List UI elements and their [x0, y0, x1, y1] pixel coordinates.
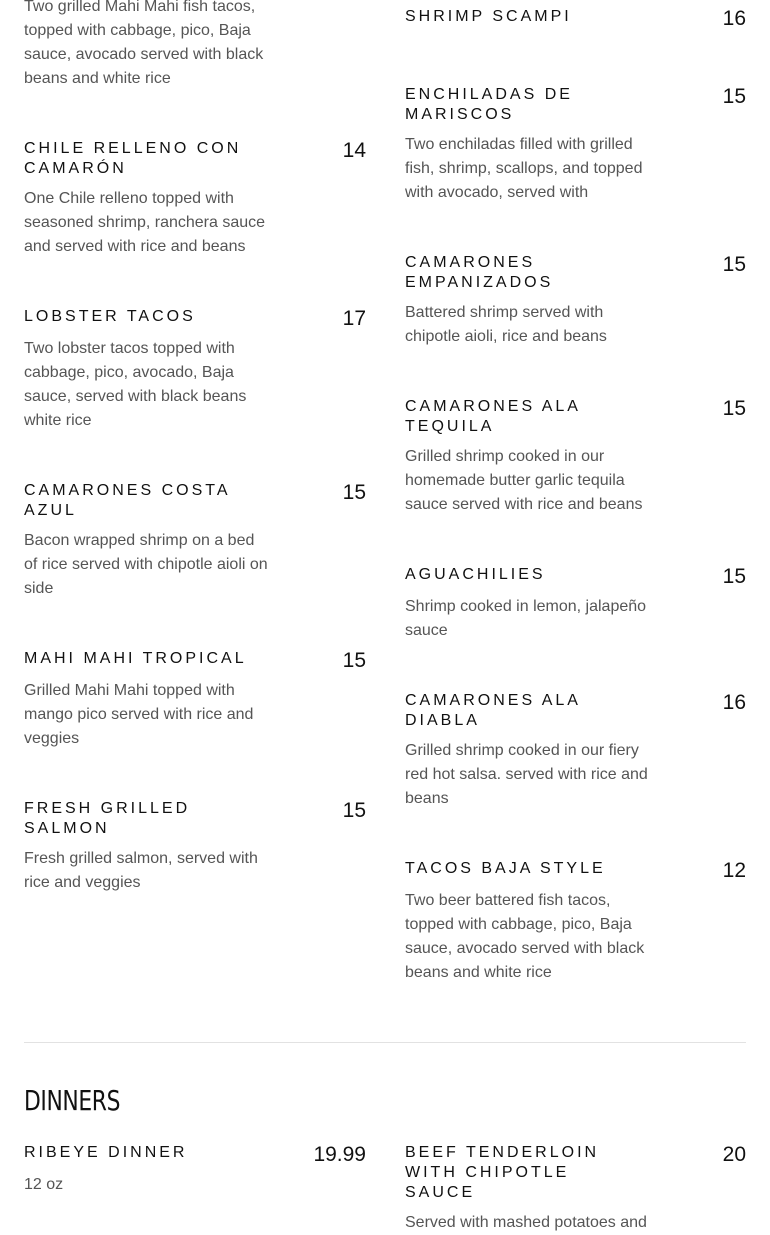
- item-price: 20: [722, 1143, 746, 1166]
- item-description: Grilled Mahi Mahi topped with mango pico served with rice and veggies: [24, 682, 254, 747]
- item-price: 12: [722, 859, 746, 882]
- item-price: 16: [722, 691, 746, 714]
- item-price: 15: [342, 481, 366, 504]
- item-name: ENCHILADAS DE MARISCOS: [405, 86, 573, 123]
- item-price: 15: [342, 649, 366, 672]
- item-price: 14: [342, 139, 366, 162]
- item-name: CAMARONES COSTA AZUL: [24, 482, 230, 519]
- section-divider: [24, 1042, 746, 1043]
- item-description: Fresh grilled salmon, served with rice and veggies: [24, 850, 258, 891]
- item-price: 16: [722, 7, 746, 30]
- item-price: 15: [722, 253, 746, 276]
- item-name: SHRIMP SCAMPI: [405, 8, 572, 25]
- item-price: 15: [722, 397, 746, 420]
- item-price: 15: [722, 85, 746, 108]
- item-price: 19.99: [313, 1143, 366, 1166]
- item-description: Two grilled Mahi Mahi fish tacos, topped with cabbage, pico, Baja sauce, avocado served with black beans and white rice: [24, 0, 264, 87]
- item-name: MAHI MAHI TROPICAL: [24, 650, 247, 667]
- section-title-dinners: DINNERS: [24, 1084, 121, 1117]
- item-name: CAMARONES EMPANIZADOS: [405, 254, 554, 291]
- item-name: AGUACHILIES: [405, 566, 546, 583]
- item-description: Two lobster tacos topped with cabbage, pico, avocado, Baja sauce, served with black beans white rice: [24, 340, 247, 429]
- item-description: Two enchiladas filled with grilled fish, shrimp, scallops, and topped with avocado, served with: [405, 136, 643, 201]
- item-price: 17: [342, 307, 366, 330]
- item-name: BEEF TENDERLOIN WITH CHIPOTLE SAUCE: [405, 1144, 600, 1201]
- item-name: CHILE RELLENO CON CAMARÓN: [24, 140, 242, 177]
- item-name: CAMARONES ALA DIABLA: [405, 692, 581, 729]
- item-description: 12 oz: [24, 1176, 64, 1193]
- item-description: Grilled shrimp cooked in our homemade butter garlic tequila sauce served with rice and beans: [405, 448, 643, 513]
- item-description: Grilled shrimp cooked in our fiery red hot salsa. served with rice and beans: [405, 742, 648, 807]
- item-description: One Chile relleno topped with seasoned shrimp, ranchera sauce and served with rice and beans: [24, 190, 266, 255]
- item-name: TACOS BAJA STYLE: [405, 860, 606, 877]
- item-name: LOBSTER TACOS: [24, 308, 196, 325]
- item-description: Shrimp cooked in lemon, jalapeño sauce: [405, 598, 647, 639]
- item-name: RIBEYE DINNER: [24, 1144, 188, 1161]
- item-description: Bacon wrapped shrimp on a bed of rice served with chipotle aioli on side: [24, 532, 268, 597]
- item-description: Battered shrimp served with chipotle aioli, rice and beans: [405, 304, 607, 345]
- item-name: FRESH GRILLED SALMON: [24, 800, 191, 837]
- item-description: Served with mashed potatoes and: [405, 1214, 647, 1231]
- item-description: Two beer battered fish tacos, topped with cabbage, pico, Baja sauce, avocado served with black beans and white rice: [405, 892, 645, 981]
- item-price: 15: [342, 799, 366, 822]
- item-name: CAMARONES ALA TEQUILA: [405, 398, 581, 435]
- item-price: 15: [722, 565, 746, 588]
